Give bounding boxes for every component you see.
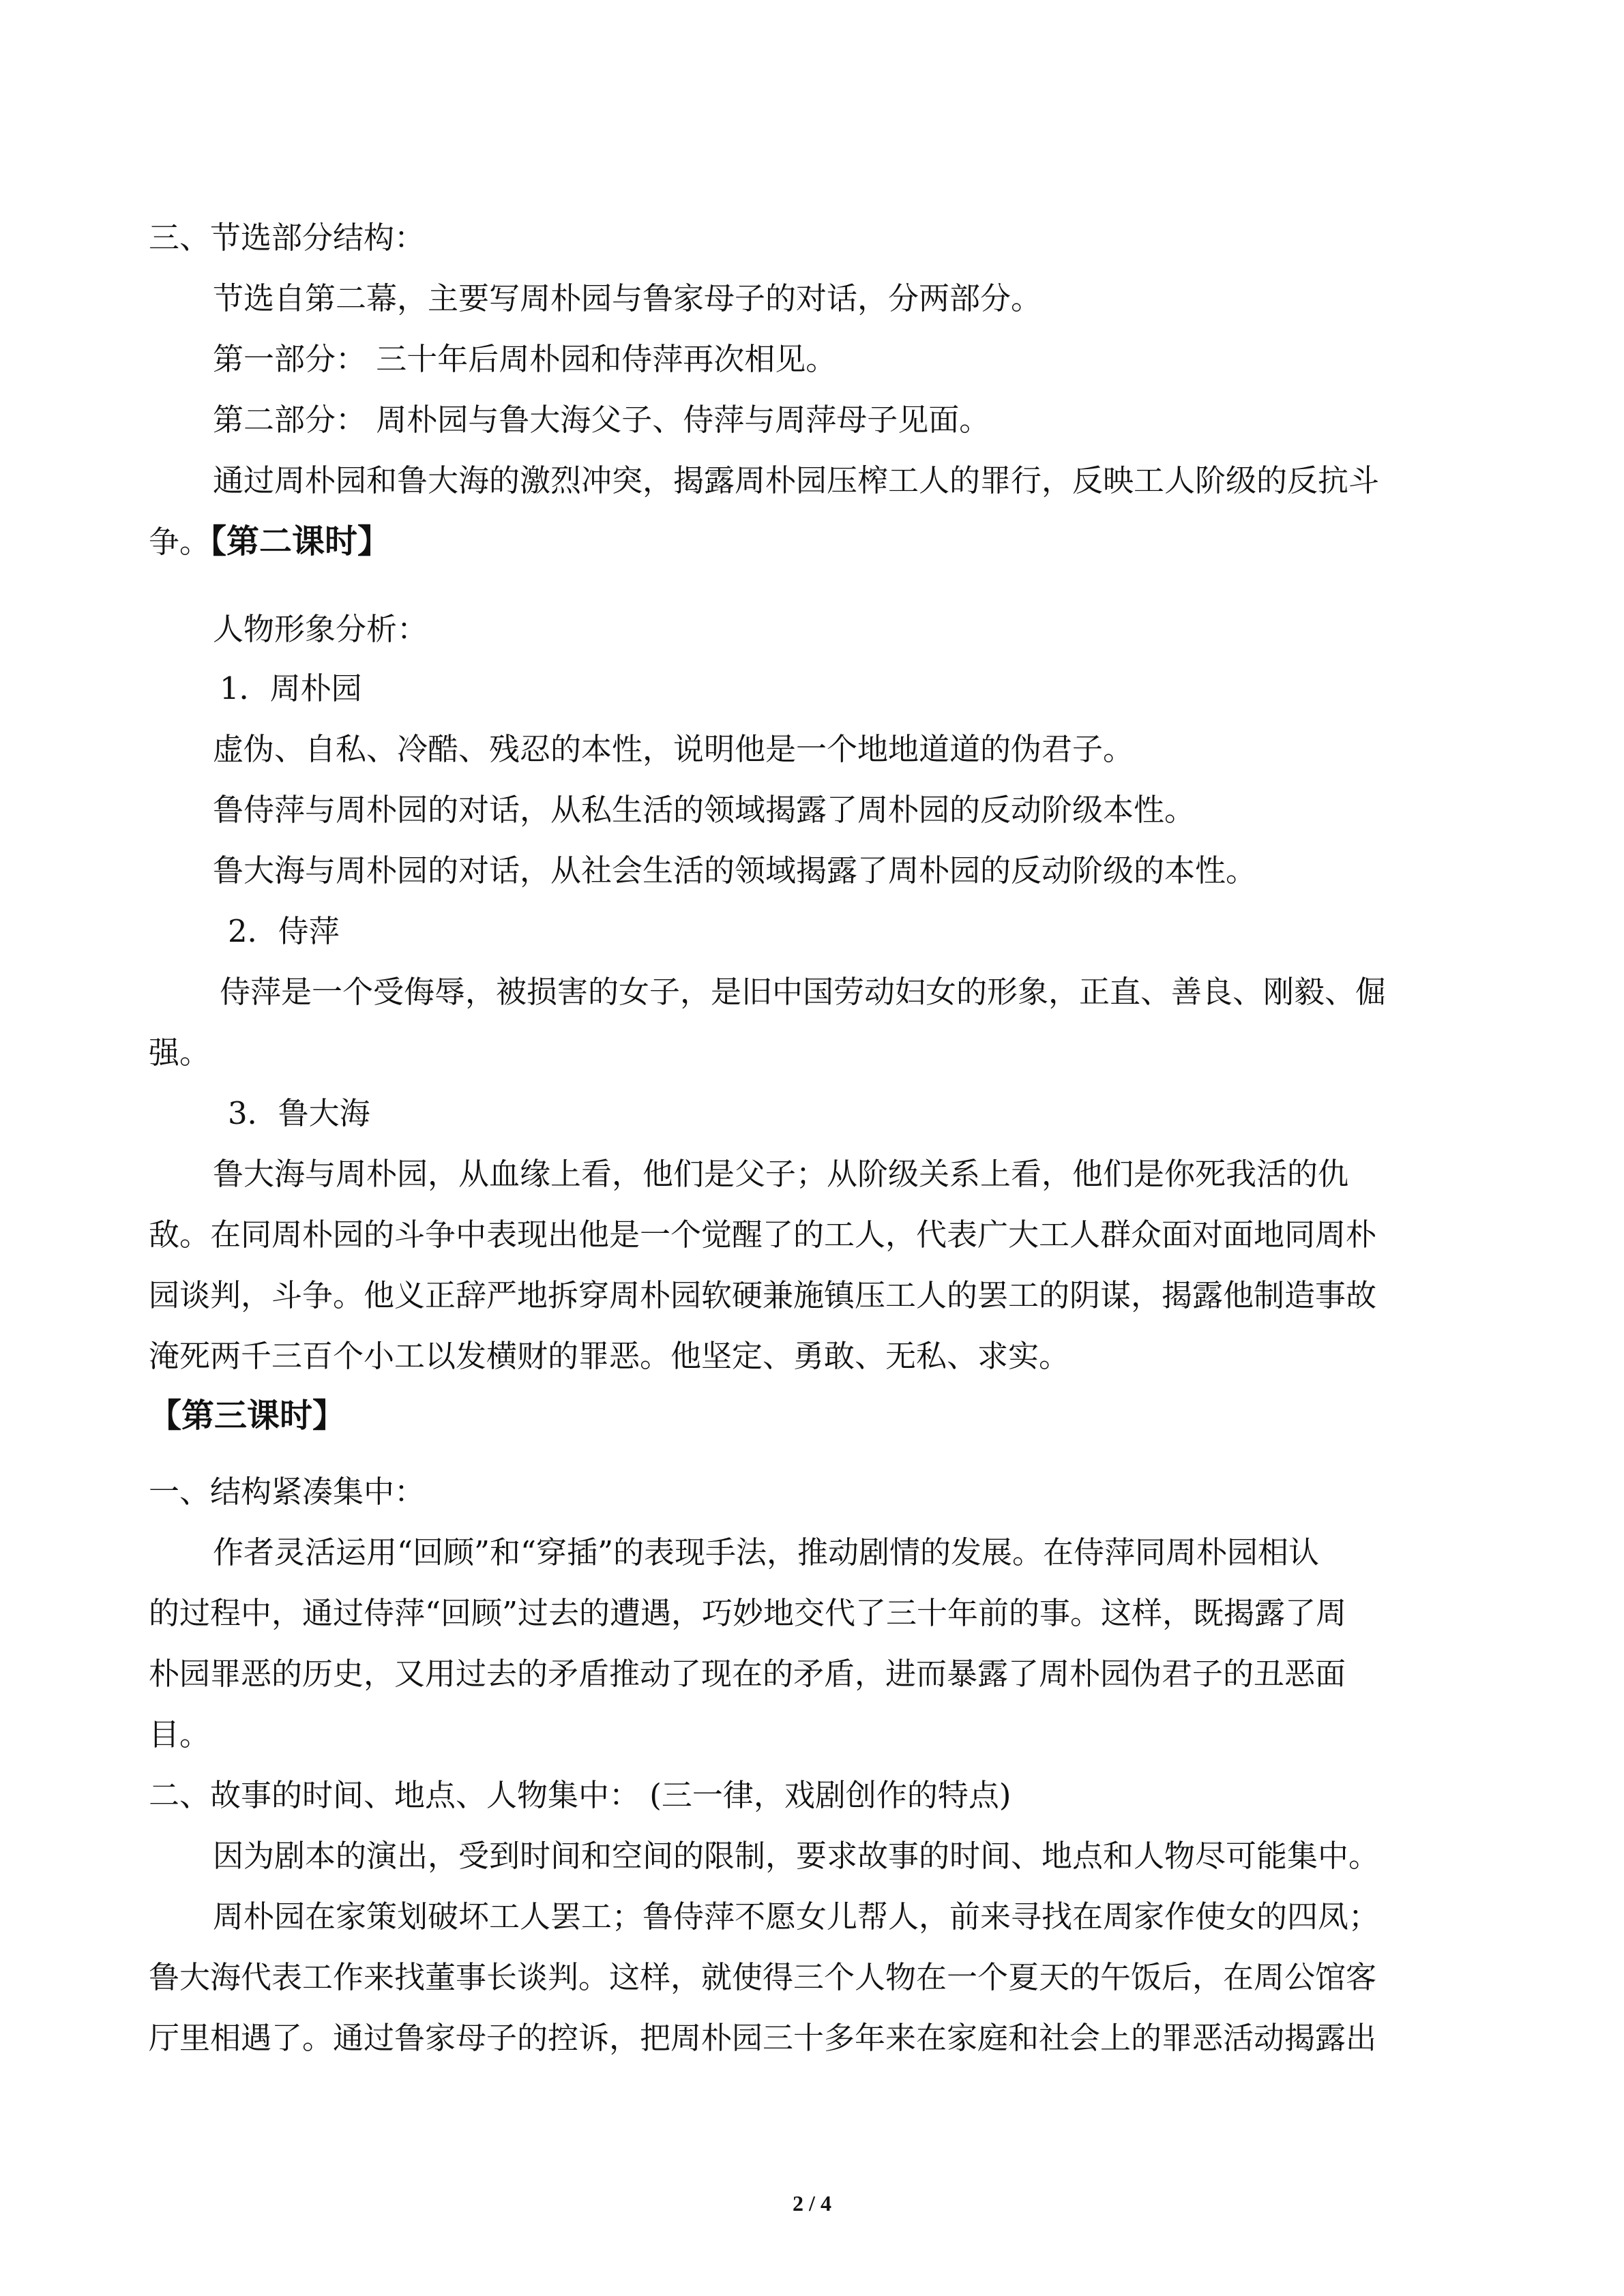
paragraph-line: 园谈判，斗争。他义正辞严地拆穿周朴园软硬兼施镇压工人的罢工的阴谋，揭露他制造事故 (149, 1277, 1377, 1313)
paragraph-line: 鲁侍萍与周朴园的对话，从私生活的领域揭露了周朴园的反动阶级本性。 (213, 792, 1196, 828)
paragraph-line: 周朴园在家策划破坏工人罢工；鲁侍萍不愿女儿帮人，前来寻找在周家作使女的四凤； (213, 1898, 1380, 1935)
lesson-heading-2: 【第二课时】 (210, 522, 391, 561)
paragraph-line: 作者灵活运用“回顾”和“穿插”的表现手法，推动剧情的发展。在侍萍同周朴园相认 (213, 1534, 1320, 1570)
paragraph-end: 争。 (149, 524, 211, 560)
paragraph-line: 因为剧本的演出，受到时间和空间的限制，要求故事的时间、地点和人物尽可能集中。 (213, 1838, 1380, 1874)
paragraph-line: 节选自第二幕，主要写周朴园与鲁家母子的对话，分两部分。 (213, 280, 1042, 316)
paragraph-line: 敌。在同周朴园的斗争中表现出他是一个觉醒了的工人，代表广大工人群众面对面地同周朴 (149, 1217, 1377, 1253)
paragraph-line: 第一部分： 三十年后周朴园和侍萍再次相见。 (213, 341, 837, 377)
paragraph-line: 鲁大海与周朴园的对话，从社会生活的领域揭露了周朴园的反动阶级的本性。 (213, 852, 1257, 889)
paragraph-line: 第二部分： 周朴园与鲁大海父子、侍萍与周萍母子见面。 (213, 402, 990, 438)
section-heading: 二、故事的时间、地点、人物集中： (三一律，戏剧创作的特点) (149, 1777, 1012, 1813)
paragraph-line: 的过程中，通过侍萍“回顾”过去的遭遇，巧妙地交代了三十年前的事。这样，既揭露了周 (149, 1595, 1347, 1631)
character-heading: 1．周朴园 (220, 670, 362, 706)
paragraph-line: 通过周朴园和鲁大海的激烈冲突，揭露周朴园压榨工人的罪行，反映工人阶级的反抗斗 (213, 462, 1380, 498)
paragraph-line: 目。 (149, 1716, 211, 1753)
paragraph-line: 侍萍是一个受侮辱，被损害的女子，是旧中国劳动妇女的形象，正直、善良、刚毅、倔 (220, 974, 1387, 1010)
lesson-heading-3: 【第三课时】 (149, 1397, 346, 1435)
character-heading: 3．鲁大海 (228, 1095, 370, 1131)
character-heading: 2．侍萍 (228, 913, 340, 949)
page-number: 2 / 4 (793, 2191, 831, 2216)
paragraph-line: 淹死两千三百个小工以发横财的罪恶。他坚定、勇敢、无私、求实。 (149, 1338, 1070, 1374)
paragraph-line: 朴园罪恶的历史，又用过去的矛盾推动了现在的矛盾，进而暴露了周朴园伪君子的丑恶面 (149, 1656, 1346, 1692)
section-heading: 一、结构紧凑集中： (149, 1474, 426, 1510)
paragraph-line: 强。 (149, 1034, 211, 1071)
section-heading: 人物形象分析： (213, 611, 428, 647)
paragraph-line: 鲁大海与周朴园，从血缘上看，他们是父子；从阶级关系上看，他们是你死我活的仇 (213, 1156, 1349, 1192)
paragraph-line: 鲁大海代表工作来找董事长谈判。这样，就使得三个人物在一个夏天的午饭后，在周公馆客 (149, 1959, 1377, 1995)
paragraph-line: 虚伪、自私、冷酷、残忍的本性，说明他是一个地地道道的伪君子。 (213, 731, 1134, 767)
paragraph-line: 厅里相遇了。通过鲁家母子的控诉，把周朴园三十多年来在家庭和社会上的罪恶活动揭露出 (149, 2020, 1377, 2056)
paragraph-line (149, 521, 390, 563)
section-heading: 三、节选部分结构： (149, 220, 426, 256)
